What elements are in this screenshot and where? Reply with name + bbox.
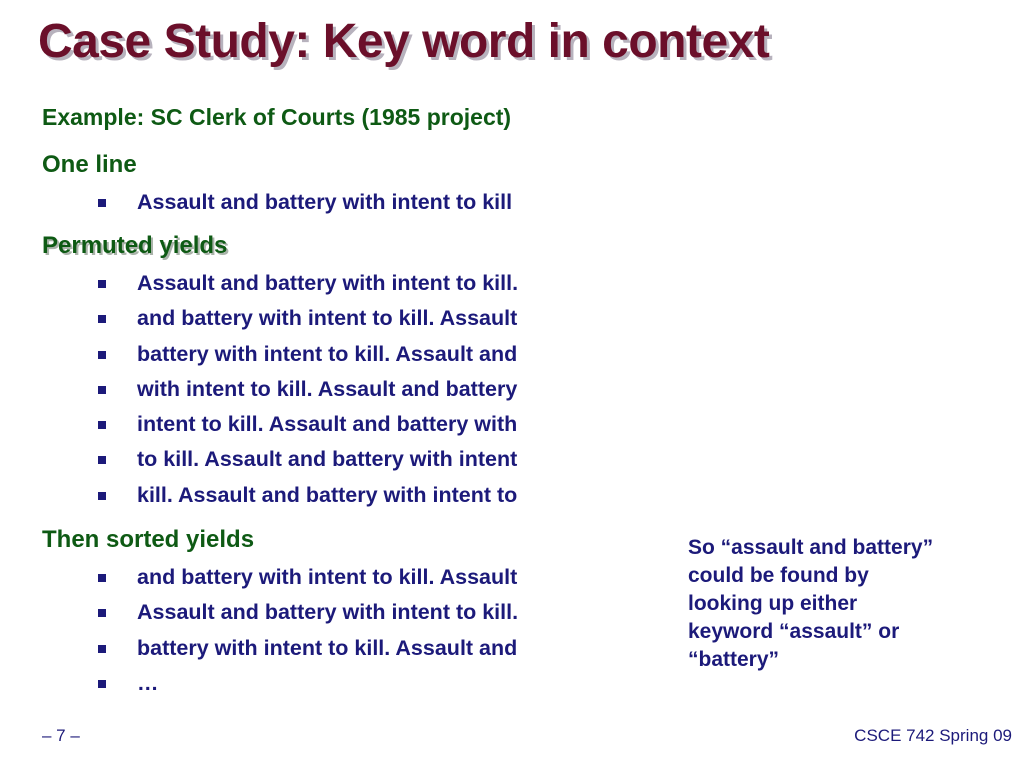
list-item: battery with intent to kill. Assault and [0, 631, 518, 666]
permuted-list [0, 266, 518, 513]
bullet-square-icon [98, 456, 106, 464]
list-item: kill. Assault and battery with intent to [0, 478, 518, 513]
bullet-square-icon [98, 680, 106, 688]
side-note-line: So “assault and battery” [688, 536, 934, 559]
bullet-square-icon [98, 280, 106, 288]
example-heading: Example: SC Clerk of Courts (1985 project) [42, 104, 512, 130]
list-item: and battery with intent to kill. Assault [0, 301, 518, 336]
list-item: intent to kill. Assault and battery with [0, 407, 518, 442]
list-item: Assault and battery with intent to kill. [0, 595, 518, 630]
side-note-line: “battery” [688, 648, 780, 671]
page-number: – 7 – [42, 726, 80, 745]
bullet-square-icon [98, 199, 106, 207]
side-note [688, 534, 1018, 674]
list-item: with intent to kill. Assault and battery [0, 372, 518, 407]
bullet-square-icon [98, 386, 106, 394]
list-item: … [0, 666, 518, 701]
bullet-square-icon [98, 315, 106, 323]
list-item: to kill. Assault and battery with intent [0, 442, 518, 477]
one-line-heading: One line [42, 151, 137, 178]
side-note-line: could be found by [688, 564, 869, 587]
slide-title: Case Study: Key word in context [38, 15, 770, 68]
bullet-square-icon [98, 609, 106, 617]
permuted-heading: Permuted yields [42, 232, 228, 259]
list-item: Assault and battery with intent to kill. [0, 266, 518, 301]
side-note-line: keyword “assault” or [688, 620, 900, 643]
side-note-line: looking up either [688, 592, 858, 615]
bullet-square-icon [98, 574, 106, 582]
list-item: Assault and battery with intent to kill [0, 185, 512, 220]
bullet-square-icon [98, 421, 106, 429]
bullet-square-icon [98, 492, 106, 500]
list-item: and battery with intent to kill. Assault [0, 560, 518, 595]
bullet-square-icon [98, 645, 106, 653]
list-item: battery with intent to kill. Assault and [0, 337, 518, 372]
bullet-square-icon [98, 351, 106, 359]
course-label: CSCE 742 Spring 09 [854, 726, 1012, 745]
sorted-list [0, 560, 518, 701]
sorted-heading: Then sorted yields [42, 526, 255, 553]
one-line-list [0, 185, 512, 220]
